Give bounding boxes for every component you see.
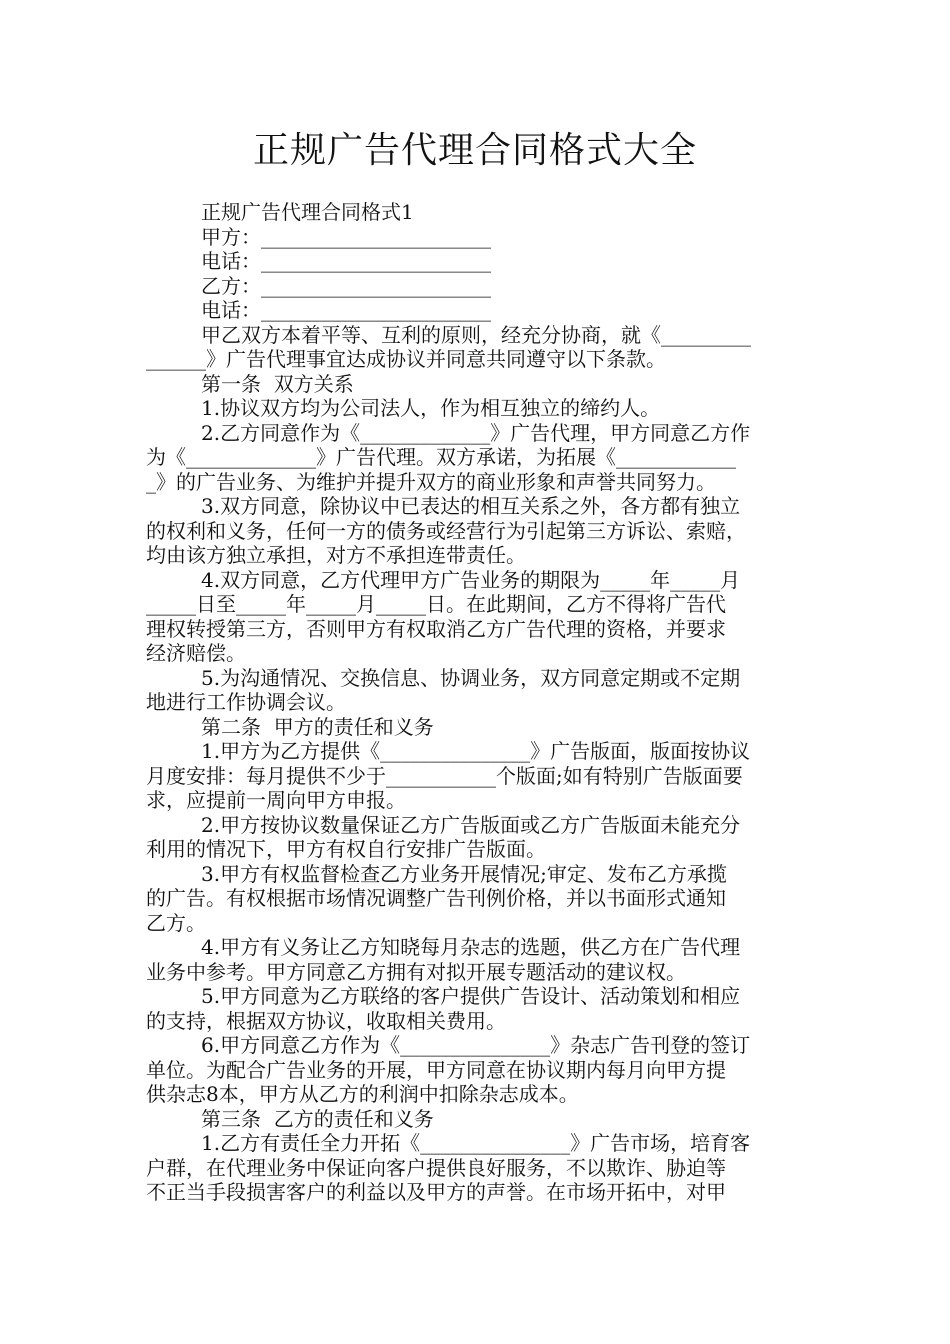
text-line: 月度安排：每月提供不少于___________个版面;如有特别广告版面要 [146,763,743,788]
text-line: _》的广告业务、为维护并提升双方的商业形象和声誉共同努力。 [146,469,716,494]
text-line: 地进行工作协调会议。 [146,690,346,714]
text-line: 4.甲方有义务让乙方知晓每月杂志的选题，供乙方在广告代理 [201,935,741,959]
text-line: 为《_____________》广告代理。双方承诺，为拓展《____________ [146,445,736,469]
text-line: 的支持，根据双方协议，收取相关费用。 [146,1008,506,1033]
text-line: 电话：_______________________ [201,298,491,322]
text-line: 乙方：_______________________ [201,273,491,298]
text-line: 利用的情况下，甲方有权自行安排广告版面。 [146,837,546,861]
text-line: ______》广告代理事宜达成协议并同意共同遵守以下条款。 [146,347,666,371]
text-line: 5.为沟通情况、交换信息、协调业务，双方同意定期或不定期 [201,665,741,690]
text-line: _____日至_____年_____月_____日。在此期间，乙方不得将广告代 [146,592,726,616]
text-line: 单位。为配合广告业务的开展，甲方同意在协议期内每月向甲方提 [146,1057,726,1082]
text-line: 户群，在代理业务中保证向客户提供良好服务，不以欺诈、胁迫等 [146,1155,726,1180]
text-line: 第二条 甲方的责任和义务 [201,714,434,739]
text-line: 均由该方独立承担，对方不承担连带责任。 [146,543,526,567]
text-line: 2.甲方按协议数量保证乙方广告版面或乙方广告版面未能充分 [201,812,741,837]
text-line: 供杂志8本，甲方从乙方的利润中扣除杂志成本。 [146,1082,579,1106]
text-line: 不正当手段损害客户的利益以及甲方的声誉。在市场开拓中，对甲 [146,1180,726,1204]
page-title: 正规广告代理合同格式大全 [252,130,697,171]
text-line: 乙方。 [146,910,206,935]
text-line: 经济赔偿。 [146,641,246,665]
text-line: 6.甲方同意乙方作为《_______________》杂志广告刊登的签订 [201,1033,751,1057]
text-line: 第一条 双方关系 [201,371,354,396]
text-line: 4.双方同意，乙方代理甲方广告业务的期限为_____年_____月 [201,567,741,592]
text-line: 2.乙方同意作为《_____________》广告代理，甲方同意乙方作 [201,420,751,445]
text-line: 3.双方同意，除协议中已表达的相互关系之外，各方都有独立 [201,494,741,518]
text-line: 的广告。有权根据市场情况调整广告刊例价格，并以书面形式通知 [146,886,726,910]
text-line: 电话：_______________________ [201,249,491,273]
text-line: 正规广告代理合同格式1 [201,200,414,224]
text-line: 甲方：_______________________ [201,224,491,249]
text-line: 第三条 乙方的责任和义务 [201,1106,434,1131]
text-line: 5.甲方同意为乙方联络的客户提供广告设计、活动策划和相应 [201,984,741,1008]
text-line: 业务中参考。甲方同意乙方拥有对拟开展专题活动的建议权。 [146,959,686,984]
text-line: 的权利和义务，任何一方的债务或经营行为引起第三方诉讼、索赔， [146,518,746,543]
text-line: 求，应提前一周向甲方申报。 [146,788,406,812]
text-line: 甲乙双方本着平等、互利的原则，经充分协商，就《_________ [201,322,751,347]
text-line: 1.协议双方均为公司法人，作为相互独立的缔约人。 [201,396,661,420]
document-body [146,200,808,1205]
text-line: 1.甲方为乙方提供《_______________》广告版面，版面按协议 [201,739,751,763]
text-line: 理权转授第三方，否则甲方有权取消乙方广告代理的资格，并要求 [146,616,726,641]
text-line: 1.乙方有责任全力开拓《_______________》广告市场，培育客 [201,1131,751,1155]
text-line: 3.甲方有权监督检查乙方业务开展情况;审定、发布乙方承揽 [201,861,727,886]
